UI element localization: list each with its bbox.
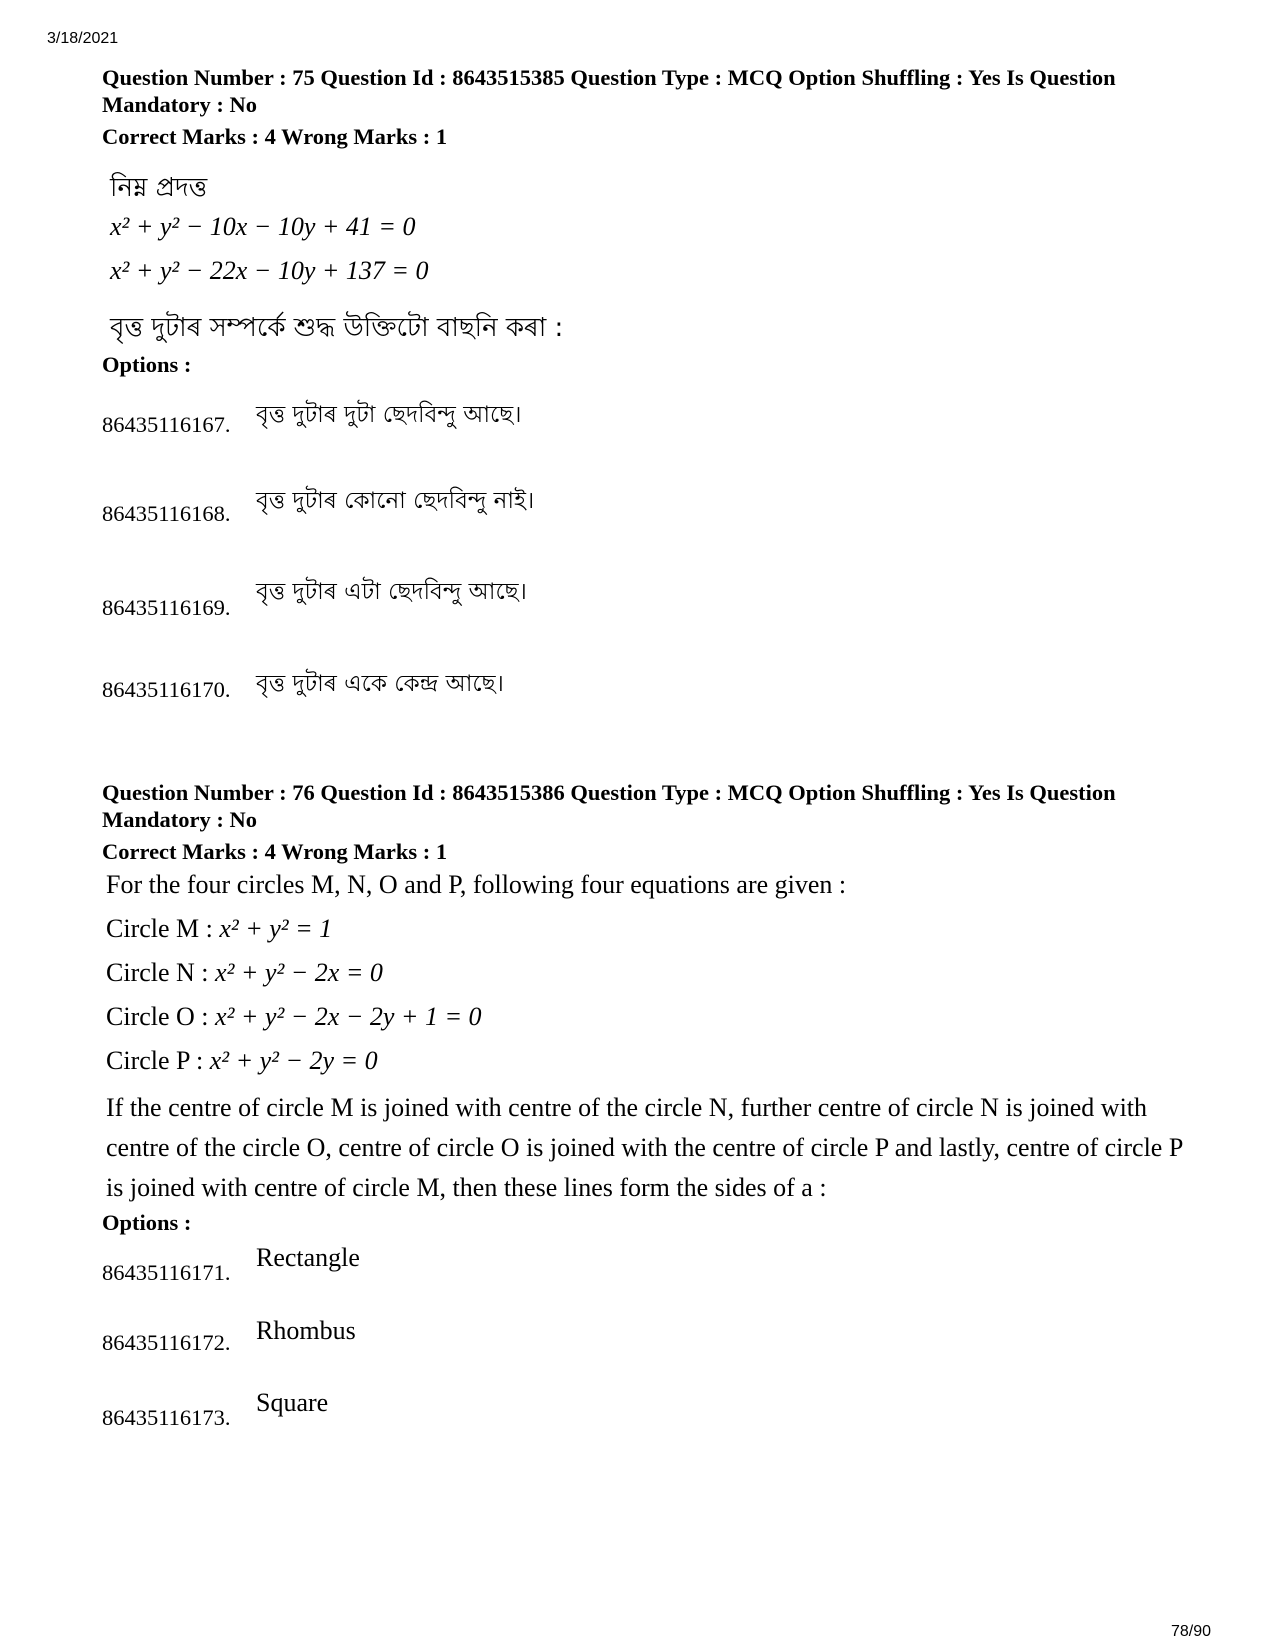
q76-options-label: Options :: [102, 1210, 192, 1235]
page-number: 78/90: [1170, 1623, 1211, 1640]
q76-marks: Correct Marks : 4 Wrong Marks : 1: [102, 839, 448, 864]
q76-option-text: Rhombus: [256, 1316, 356, 1345]
q76-circle-n: [106, 958, 383, 988]
q75-option-id: 86435116168.: [102, 501, 231, 526]
circle-label: Circle P :: [106, 1046, 210, 1075]
q76-circle-p: [106, 1046, 378, 1076]
q76-option-id: 86435116173.: [102, 1405, 231, 1430]
q76-option-text: Square: [256, 1388, 329, 1417]
q75-intro: নিম্ন প্ৰদত্ত: [110, 173, 208, 203]
q76-body: If the centre of circle M is joined with centre of the circle N, further centre of circle N is joined with centre of the circle O, centre of circle O is joined with the centre of circle P and lastly, centre of circle P is joined with centre of circle M, then these lines form the sides of a :: [106, 1093, 1183, 1202]
q75-equation-2: x² + y² − 22x − 10y + 137 = 0: [110, 256, 429, 285]
circle-equation: x² + y² − 2x − 2y + 1 = 0: [215, 1002, 482, 1031]
circle-equation: x² + y² − 2y = 0: [209, 1046, 378, 1075]
q75-option-text: বৃত্ত দুটাৰ একে কেন্দ্ৰ আছে।: [256, 671, 504, 697]
circle-equation: x² + y² = 1: [219, 914, 333, 943]
circle-label: Circle O :: [106, 1002, 216, 1031]
q75-equation-1: x² + y² − 10x − 10y + 41 = 0: [110, 212, 416, 241]
q75-option-id: 86435116170.: [102, 677, 231, 702]
q75-marks: Correct Marks : 4 Wrong Marks : 1: [102, 124, 448, 149]
q75-option-id: 86435116167.: [102, 412, 231, 437]
q75-prompt: বৃত্ত দুটাৰ সম্পৰ্কে শুদ্ধ উক্তিটো বাছনি কৰা :: [110, 313, 564, 343]
q76-intro: For the four circles M, N, O and P, following four equations are given :: [106, 870, 847, 899]
q75-options-label: Options :: [102, 352, 192, 377]
circle-label: Circle N :: [106, 958, 216, 987]
q75-option-text: বৃত্ত দুটাৰ এটা ছেদবিন্দু আছে।: [256, 579, 527, 605]
q75-option-text: বৃত্ত দুটাৰ দুটা ছেদবিন্দু আছে।: [256, 402, 522, 428]
circle-equation: x² + y² − 2x = 0: [215, 958, 383, 987]
q76-option-id: 86435116172.: [102, 1330, 231, 1355]
q75-option-text: বৃত্ত দুটাৰ কোনো ছেদবিন্দু নাই।: [256, 488, 535, 514]
q75-option-id: 86435116169.: [102, 595, 231, 620]
q75-meta: Question Number : 75 Question Id : 8643515385 Question Type : MCQ Option Shuffling : Yes Is Question Mandatory : No: [102, 65, 1116, 117]
q76-meta: Question Number : 76 Question Id : 8643515386 Question Type : MCQ Option Shuffling : Yes Is Question Mandatory : No: [102, 780, 1116, 832]
print-date: 3/18/2021: [47, 30, 119, 47]
q76-option-text: Rectangle: [256, 1243, 360, 1272]
q76-circle-o: [106, 1002, 482, 1032]
q76-circle-m: [106, 914, 332, 944]
circle-label: Circle M :: [106, 914, 220, 943]
q76-option-id: 86435116171.: [102, 1260, 231, 1285]
